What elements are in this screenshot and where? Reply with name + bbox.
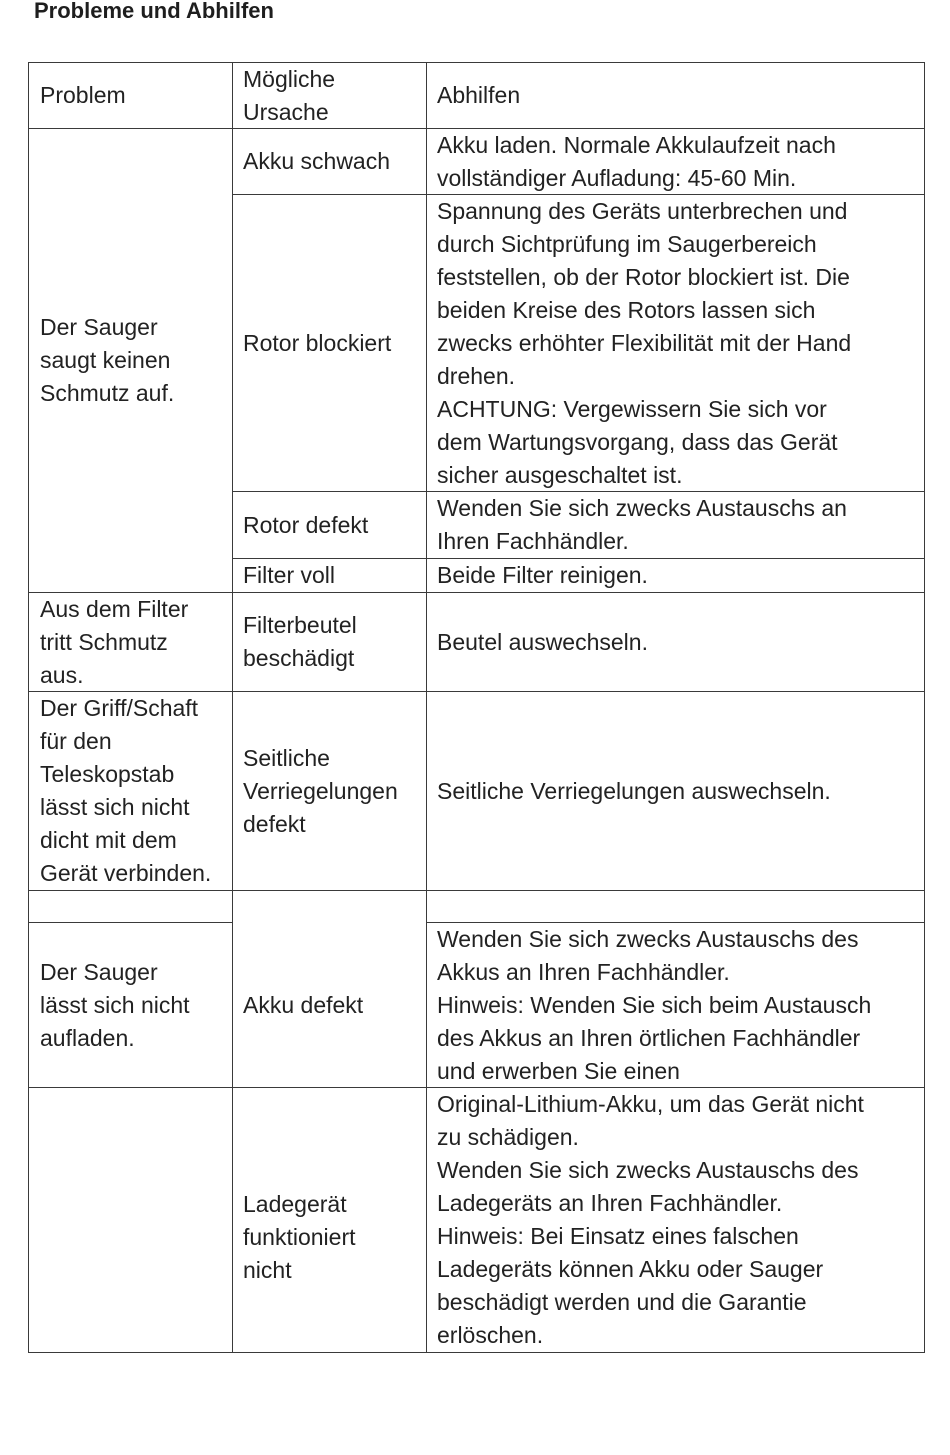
header-problem: Problem: [40, 82, 126, 108]
remedy-cell: Akku laden. Normale Akkulaufzeit nach vollständiger Aufladung: 45-60 Min.: [437, 131, 836, 191]
remedy-cell: Seitliche Verriegelungen auswechseln.: [437, 777, 831, 804]
remedy-cell: Beide Filter reinigen.: [437, 562, 648, 588]
problem-cell: Der Sauger saugt keinen Schmutz auf.: [40, 314, 175, 406]
problem-cell: Der Griff/Schaft für den Teleskopstab lässt sich nicht dicht mit dem Gerät verbinden.: [40, 695, 212, 886]
cause-cell: Akku schwach: [243, 148, 391, 174]
header-cause: Mögliche Ursache: [243, 65, 336, 125]
problem-cell: Der Sauger lässt sich nicht aufladen.: [40, 958, 190, 1051]
row-divider: [28, 890, 925, 891]
cause-cell: Ladegerät funktioniert nicht: [243, 1190, 356, 1283]
table-border-right: [924, 62, 925, 1353]
problem-cell: [40, 1088, 230, 1352]
table-border-left: [28, 62, 29, 1353]
remedy-cell: Wenden Sie sich zwecks Austauschs des Akkus an Ihren Fachhändler. Hinweis: Wenden Sie sich beim Austausch des Akkus an Ihren örtlichen Fachhändler und erwerben Sie einen: [437, 925, 872, 1084]
cause-cell: Akku defekt: [243, 991, 364, 1018]
cause-cell: Filter voll: [243, 562, 336, 588]
remedy-cell: Beutel auswechseln.: [437, 628, 648, 655]
table-border-bottom: [28, 1352, 925, 1353]
column-divider: [232, 62, 233, 1353]
cause-cell: Filterbeutel beschädigt: [243, 612, 357, 671]
remedy-cell: Spannung des Geräts unterbrechen und durch Sichtprüfung im Saugerbereich feststellen, ob der Rotor blockiert ist. Die beiden Kreise des Rotors lassen sich zwecks erhöhter Flexibilität mit der Hand drehen. ACHTUNG: Vergewissern Sie sich vor dem Wartungsvorgang, dass das Gerät sicher ausgeschaltet ist.: [437, 197, 852, 488]
cause-cell: Rotor defekt: [243, 511, 369, 538]
cause-cell: Seitliche Verriegelungen defekt: [243, 744, 398, 837]
page-title: Probleme und Abhilfen: [34, 0, 274, 23]
problem-cell: Aus dem Filter tritt Schmutz aus.: [40, 595, 189, 688]
cause-cell: Rotor blockiert: [243, 329, 392, 356]
header-remedy: Abhilfen: [437, 82, 521, 108]
remedy-cell: Original-Lithium-Akku, um das Gerät nicht zu schädigen. Wenden Sie sich zwecks Austauschs des Ladegeräts an Ihren Fachhändler. Hinweis: Bei Einsatz eines falschen Ladegeräts können Akku oder Sauger beschädigt werden und die Garantie erlöschen.: [437, 1091, 864, 1348]
remedy-cell: Wenden Sie sich zwecks Austauschs an Ihren Fachhändler.: [437, 495, 847, 554]
column-divider: [426, 62, 427, 1353]
